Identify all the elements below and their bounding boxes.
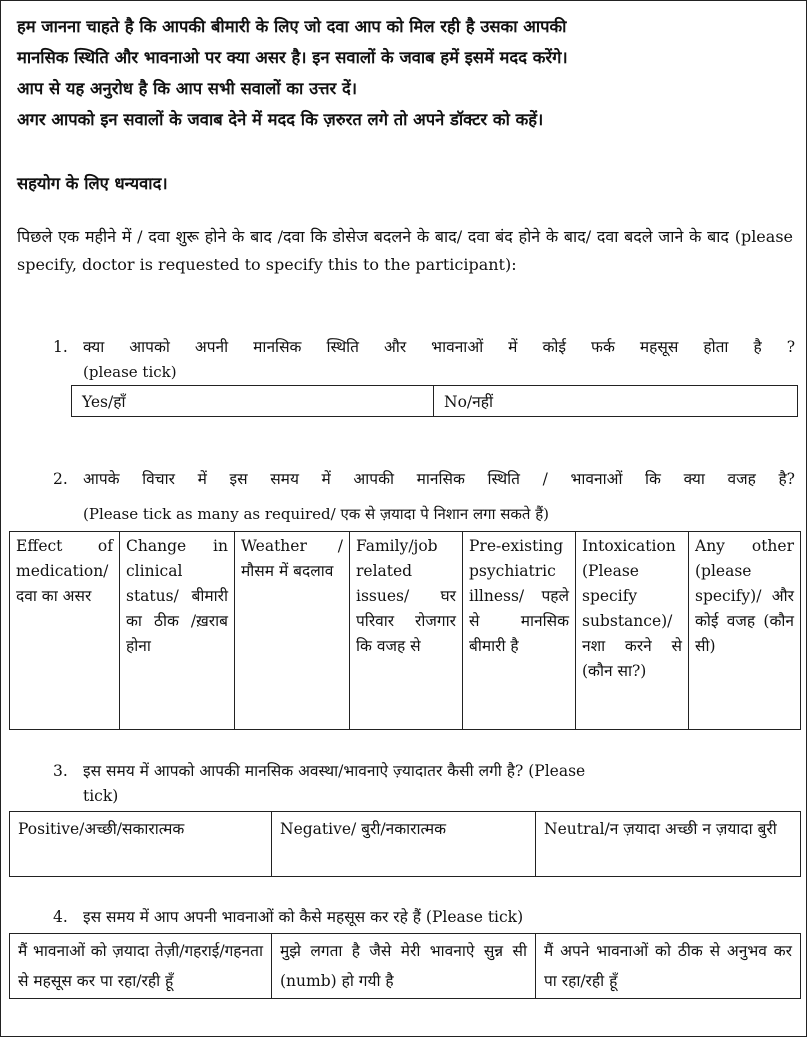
q2-option-weather[interactable]: Weather / मौसम में बदलाव <box>235 532 350 730</box>
q1-text: क्या आपको अपनी मानसिक स्थिति और भावनाओं में कोई फर्क महसूस होता है ? <box>83 338 795 356</box>
q2-option-intoxication[interactable]: Intoxication (Please specify substance)/ नशा करने से (कौन सा?) <box>576 532 689 730</box>
q2-number: 2. <box>53 470 68 488</box>
q2-option-clinical-status[interactable]: Change in clinical status/ बीमारी का ठीक /ख़राब होना <box>120 532 235 730</box>
q4-option-numb[interactable]: मुझे लगता है जैसे मेरी भावनाऐ सुन्न सी (numb) हो गयी है <box>272 934 536 999</box>
q3-text-continued: tick) <box>83 787 119 805</box>
intro-line: मानसिक स्थिति और भावनाओ पर क्या असर है। इन सवालों के जवाब हमें इसमें मदद करेंगे। <box>17 48 568 67</box>
intro-line: अगर आपको इन सवालों के जवाब देने में मदद कि ज़रुरत लगे तो अपने डॉक्टर को कहें। <box>17 110 544 129</box>
q3-text: इस समय में आपको आपकी मानसिक अवस्था/भावनाऐ ज़्यादातर कैसी लगी है? (Please <box>83 762 586 780</box>
q2-text: आपके विचार में इस समय में आपकी मानसिक स्थिति / भावनाओं कि क्या वजह है? <box>83 470 795 488</box>
intro-paragraph <box>17 11 793 135</box>
q1-note: (please tick) <box>83 363 177 381</box>
q4-number: 4. <box>53 908 68 926</box>
q3-option-positive[interactable]: Positive/अच्छी/सकारात्मक <box>10 812 272 877</box>
q2-option-preexisting-illness[interactable]: Pre-existing psychiatric illness/ पहले से मानसिक बीमारी है <box>463 532 576 730</box>
q2-option-other[interactable]: Any other (please specify)/ और कोई वजह (कौन सी) <box>689 532 801 730</box>
q4-option-normal[interactable]: मैं अपने भावनाओं को ठीक से अनुभव कर पा रहा/रही हूँ <box>536 934 801 999</box>
q1-option-yes[interactable]: Yes/हाँ <box>72 386 434 417</box>
q3-option-negative[interactable]: Negative/ बुरी/नकारात्मक <box>272 812 536 877</box>
q2-option-medication[interactable]: Effect of medication/ दवा का असर <box>10 532 120 730</box>
q4-text: इस समय में आप अपनी भावनाओं को कैसे महसूस कर रहे हैं (Please tick) <box>83 908 524 926</box>
period-instruction: पिछले एक महीने में / दवा शुरू होने के बाद /दवा कि डोसेज बदलने के बाद/ दवा बंद होने के बाद/ दवा बदले जाने के बाद (please specify, doctor is requested to specify this to the participant): <box>17 227 793 274</box>
thanks-text: सहयोग के लिए धन्यवाद। <box>17 174 168 193</box>
q2-option-family-job[interactable]: Family/job related issues/ घर परिवार रोजगार कि वजह से <box>350 532 463 730</box>
q1-option-no[interactable]: No/नहीं <box>434 386 798 417</box>
q2-note: (Please tick as many as required/ एक से ज़यादा पे निशान लगा सकते हैं) <box>83 505 550 523</box>
q2-options-table <box>9 531 801 730</box>
intro-line: आप से यह अनुरोध है कि आप सभी सवालों का उत्तर दें। <box>17 79 358 98</box>
q4-options-table <box>9 933 801 999</box>
q1-options-table <box>71 385 798 417</box>
q3-options-table <box>9 811 801 877</box>
q4-option-intense[interactable]: मैं भावनाओं को ज़यादा तेज़ी/गहराई/गहनता से महसूस कर पा रहा/रही हूँ <box>10 934 272 999</box>
q3-number: 3. <box>53 762 68 780</box>
intro-line: हम जानना चाहते है कि आपकी बीमारी के लिए जो दवा आप को मिल रही है उसका आपकी <box>17 17 567 36</box>
q3-option-neutral[interactable]: Neutral/न ज़यादा अच्छी न ज़यादा बुरी <box>536 812 801 877</box>
q1-number: 1. <box>53 338 68 356</box>
